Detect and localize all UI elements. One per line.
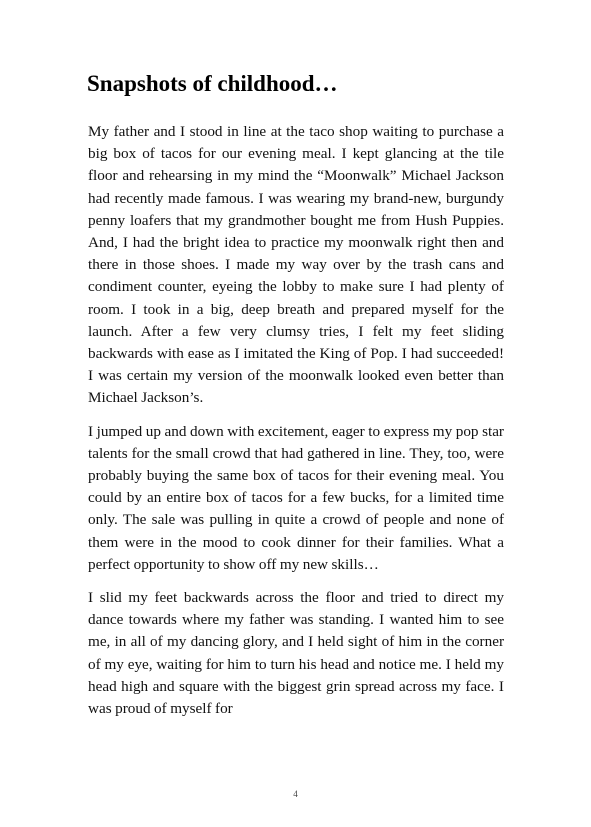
paragraph-2: I jumped up and down with excitement, eager to express my pop star talents for the small crowd that had gathered in line. They, too, were probably buying the same box of tacos for their evening meal. You could by an entire box of tacos for a few bucks, for a limited time only. The sale was pulling in quite a crowd of people and none of them were in the mood to cook dinner for their families. What a perfect opportunity to show off my new skills… (88, 422, 504, 573)
chapter-title: Snapshots of childhood… (87, 71, 338, 96)
paragraph-3: I slid my feet backwards across the floor and tried to direct my dance towards where my father was standing. I wanted him to see me, in all of my dancing glory, and I held sight of him in the corner of my eye, waiting for him to turn his head and notice me. I held my head high and square with the biggest grin spread across my face. I was proud of myself for (88, 589, 504, 718)
paragraph-1: My father and I stood in line at the taco shop waiting to purchase a big box of tacos for our evening meal. I kept glancing at the tile floor and rehearsing in my mind the “Moonwalk” Michael Jackson had recently made famous. I was wearing my brand-new, burgundy penny loafers that my grandmother bought me from Hush Puppies. And, I had the bright idea to practice my moonwalk right then and there in those shoes. I made my way over by the trash cans and condiment counter, eyeing the lobby to make sure I had plenty of room. I took in a big, deep breath and prepared myself for the launch. After a few very clumsy tries, I felt my feet sliding backwards with ease as I imitated the King of Pop. I had succeeded! I was certain my version of the moonwalk looked even better than Michael Jackson’s. (88, 123, 504, 407)
page-number: 4 (293, 789, 298, 799)
body-text (88, 121, 504, 731)
